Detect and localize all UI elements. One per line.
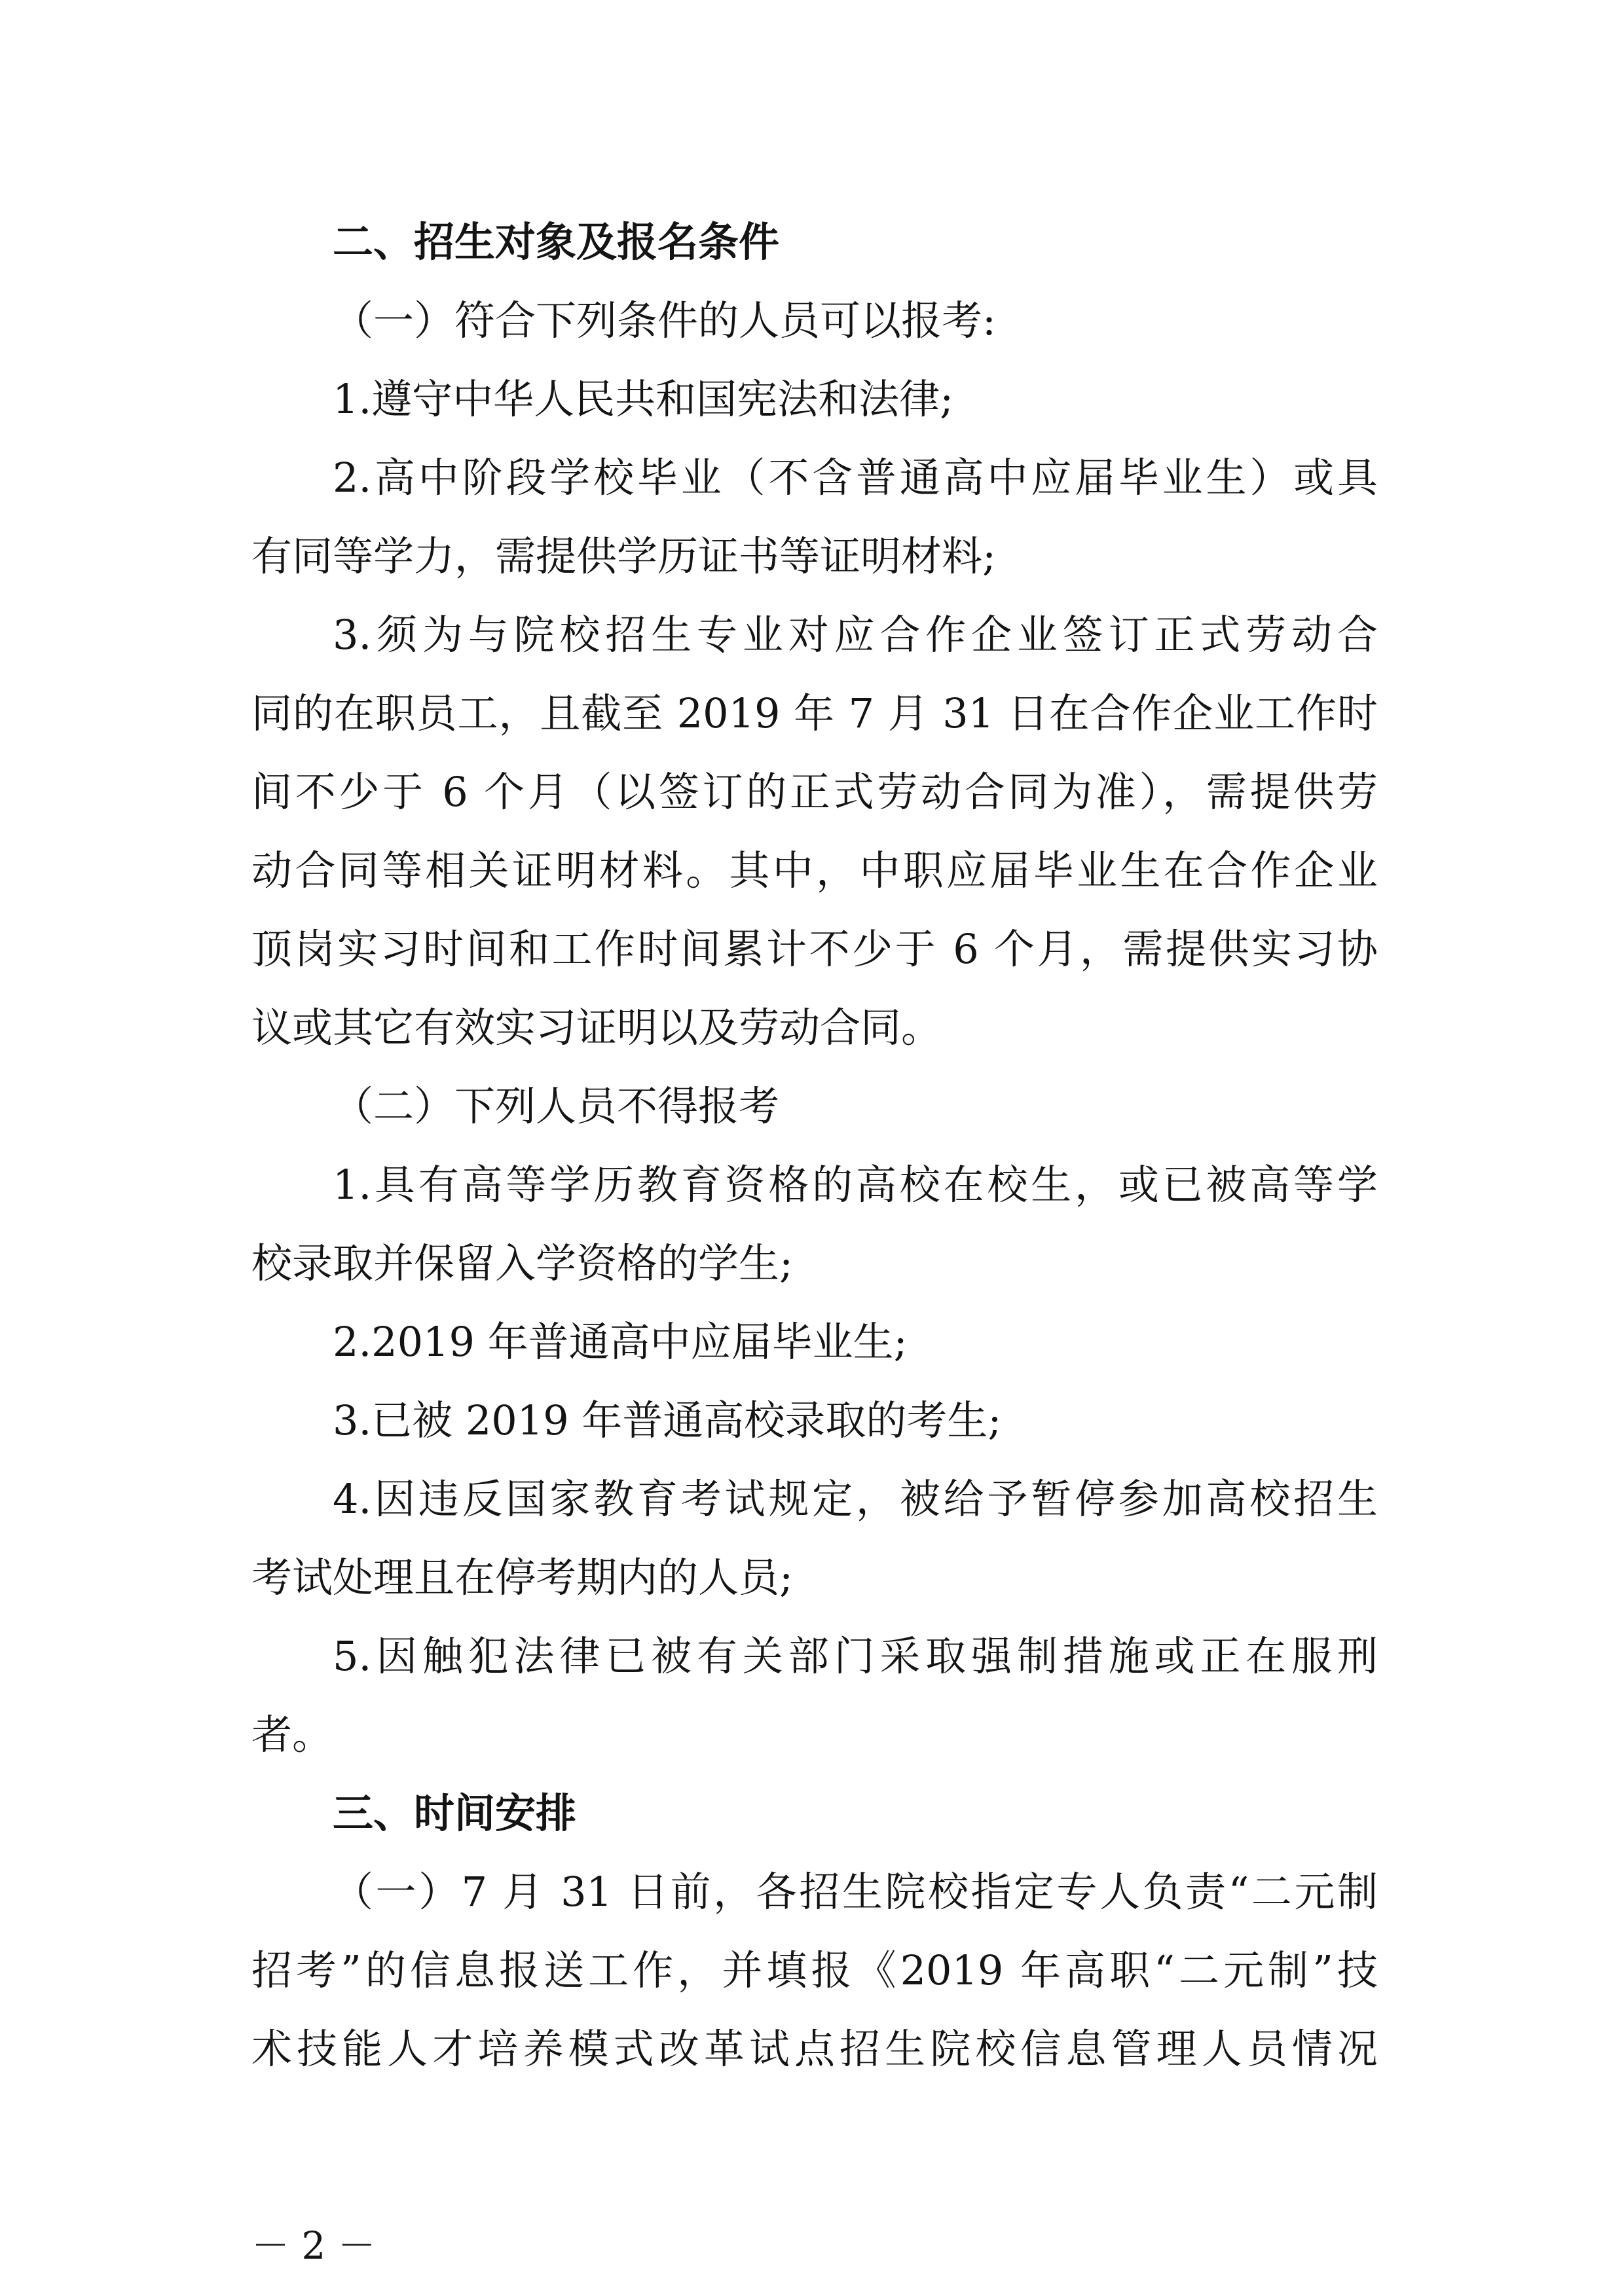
exclusion-item-2: 2.2019 年普通高中应届毕业生; bbox=[333, 1318, 908, 1366]
schedule-item-1-line-1: （一）7 月 31 日前，各招生院校指定专人负责“二元制 bbox=[333, 1868, 1378, 1916]
subsection-eligible-applicants: （一）符合下列条件的人员可以报考: bbox=[333, 297, 996, 344]
section-heading-enrollment-conditions: 二、招生对象及报名条件 bbox=[333, 218, 780, 266]
eligibility-item-2-line-2: 有同等学力，需提供学历证书等证明材料; bbox=[251, 532, 996, 580]
exclusion-item-4-line-1: 4.因违反国家教育考试规定，被给予暂停参加高校招生 bbox=[333, 1475, 1378, 1523]
eligibility-item-3-line-6: 议或其它有效实习证明以及劳动合同。 bbox=[251, 1004, 942, 1051]
eligibility-item-1: 1.遵守中华人民共和国宪法和法律; bbox=[333, 375, 954, 423]
eligibility-item-3-line-5: 顶岗实习时间和工作时间累计不少于 6 个月，需提供实习协 bbox=[251, 925, 1378, 973]
exclusion-item-5-line-2: 者。 bbox=[251, 1711, 333, 1758]
exclusion-item-1-line-1: 1.具有高等学历教育资格的高校在校生，或已被高等学 bbox=[333, 1161, 1378, 1209]
eligibility-item-3-line-1: 3.须为与院校招生专业对应合作企业签订正式劳动合 bbox=[333, 611, 1378, 659]
eligibility-item-3-line-2: 同的在职员工，且截至 2019 年 7 月 31 日在合作企业工作时 bbox=[251, 689, 1378, 737]
eligibility-item-3-line-4: 动合同等相关证明材料。其中，中职应届毕业生在合作企业 bbox=[251, 847, 1378, 894]
exclusion-item-3: 3.已被 2019 年普通高校录取的考生; bbox=[333, 1396, 1002, 1444]
exclusion-item-5-line-1: 5.因触犯法律已被有关部门采取强制措施或正在服刑 bbox=[333, 1632, 1378, 1680]
exclusion-item-1-line-2: 校录取并保留入学资格的学生; bbox=[251, 1239, 793, 1287]
page-number: － 2 － bbox=[251, 2223, 376, 2268]
schedule-item-1-line-3: 术技能人才培养模式改革试点招生院校信息管理人员情况 bbox=[251, 2025, 1378, 2073]
eligibility-item-3-line-3: 间不少于 6 个月（以签订的正式劳动合同为准），需提供劳 bbox=[251, 768, 1378, 816]
section-heading-schedule: 三、时间安排 bbox=[333, 1789, 577, 1837]
subsection-excluded-applicants: （二）下列人员不得报考 bbox=[333, 1082, 780, 1130]
eligibility-item-2-line-1: 2.高中阶段学校毕业（不含普通高中应届毕业生）或具 bbox=[333, 454, 1378, 501]
schedule-item-1-line-2: 招考”的信息报送工作，并填报《2019 年高职“二元制”技 bbox=[251, 1946, 1378, 1994]
exclusion-item-4-line-2: 考试处理且在停考期内的人员; bbox=[251, 1554, 793, 1601]
